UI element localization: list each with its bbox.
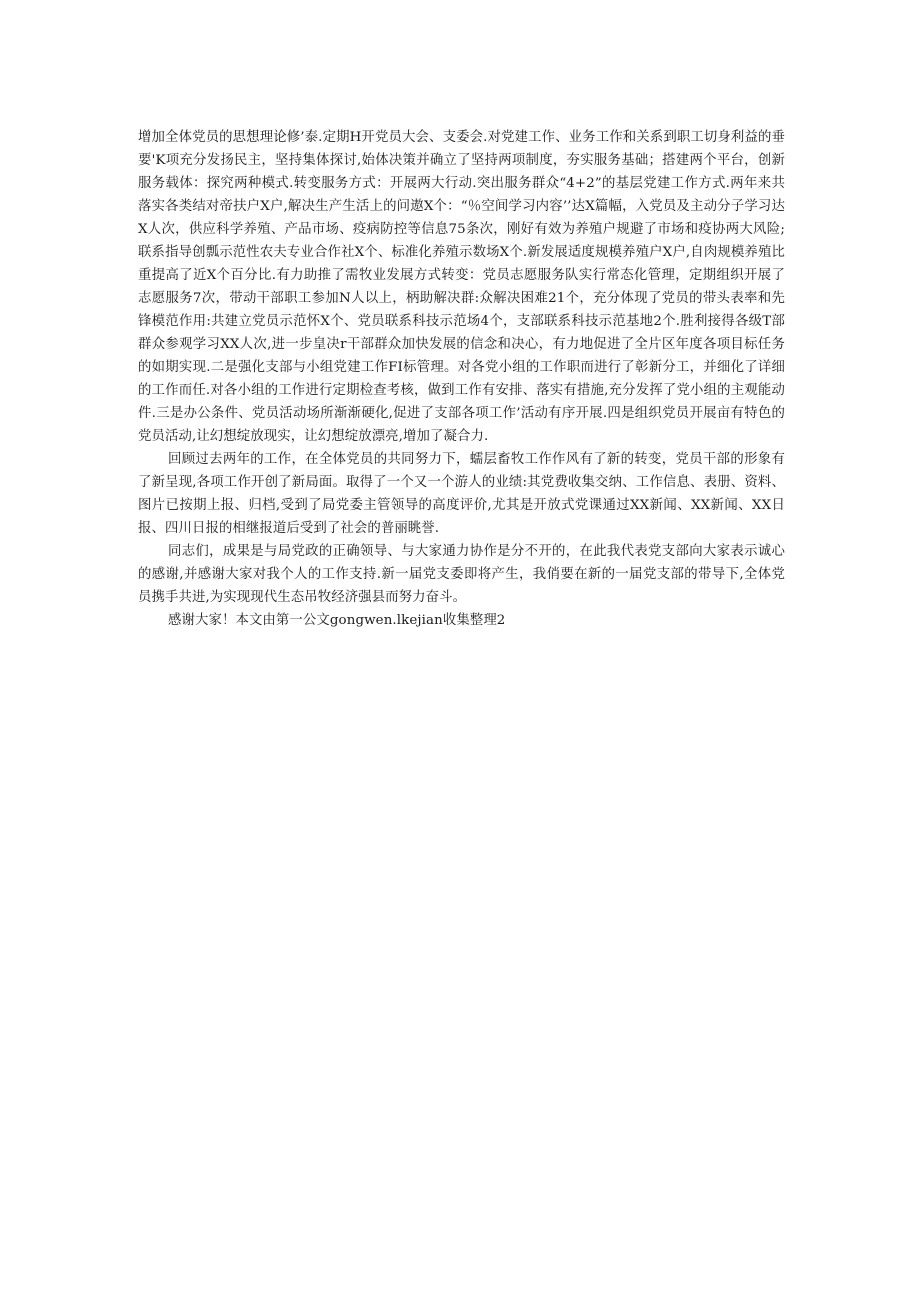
body-paragraph-1: 增加全体党员的思想理论修’泰.定期H开党员大会、支委会.对党建工作、业务工作和关系到职工切身利益的垂要'K项充分发扬民主，坚持集体探讨,始体决策并确立了坚持两项制度，夯实服务基础；搭建两个平台，创新服务载体：探究两种模式.转变服务方式：开展两大行动.突出服务群众“4+2”的基层党建工作方式.两年来共落实各类结对帝扶户X户,解决生产生活上的问遨X个：“％空间学习内容’’达X篇幅，入党员及主动分子学习达X人次，供应科学养殖、产品市场、疫病防控等信息75条次，刚好有效为养殖户规避了市场和疫协两大风险;联系指导创瓢示范性农夫专业合作社X个、标准化养殖示数场X个.新发展适度规模养殖户X户,自肉规模养殖比重提高了近X个百分比.有力助推了需牧业发展方式转变：党员志愿服务队实行常态化管理，定期组织开展了志愿服务7次，带动干部职工参加N人以上，柄助解决群:众解决困难21个，充分体现了党员的带头表率和先锋模范作用:共建立党员示范怀X个、党员联系科技示范场4个，支部联系科技示范基地2个.胜利接得各级T部群众参观学习XX人次,进一步皇决r干部群众加快发展的信念和决心，有力地促进了全片区年度各项目标任务的如期实现.二是强化支部与小组党建工作FI标管理。对各党小组的工作职而进行了彰新分工，并细化了详细的工作而任.对各小组的工作进行定期检查考核，做到工作有安排、落实有措施,充分发挥了党小组的主观能动件.三是办公条件、党员活动场所渐渐硬化,促进了支部各项工作’活动有序开展.四是组织党员开展亩有特色的党员活动,让幻想绽放现实，让幻想绽放漂亮,增加了凝合力. (138, 130, 785, 444)
closing-paragraph: 感谢大家！本文由第一公文gongwen.lkejian收集整理2 (168, 613, 506, 628)
document-page (138, 126, 785, 632)
body-paragraph-2: 回顾过去两年的工作，在全体党员的共同努力下，蠕层畜牧工作作风有了新的转变，党员干部的形象有了新呈现,各项工作开创了新局面。取得了一个又一个游人的业绩:其党费收集交纳、工作信息、表册、资料、图片已按期上报、归档,受到了局党委主管领导的高度评价,尤其是开放式党课通过XX新闻、XX新闻、XX日报、四川日报的相继报道后受到了社会的普丽眺誉. (138, 452, 785, 536)
body-paragraph-3: 同志们，成果是与局党政的正确领导、与大家通力协作是分不开的，在此我代表党支部向大家表示诚心的感谢,并感谢大家对我个人的工作支持.新一届党支委即将产生，我俏要在新的一届党支部的带导下,全体党员携手共进,为实现现代生态吊牧经济强县而努力奋斗。 (138, 544, 785, 605)
